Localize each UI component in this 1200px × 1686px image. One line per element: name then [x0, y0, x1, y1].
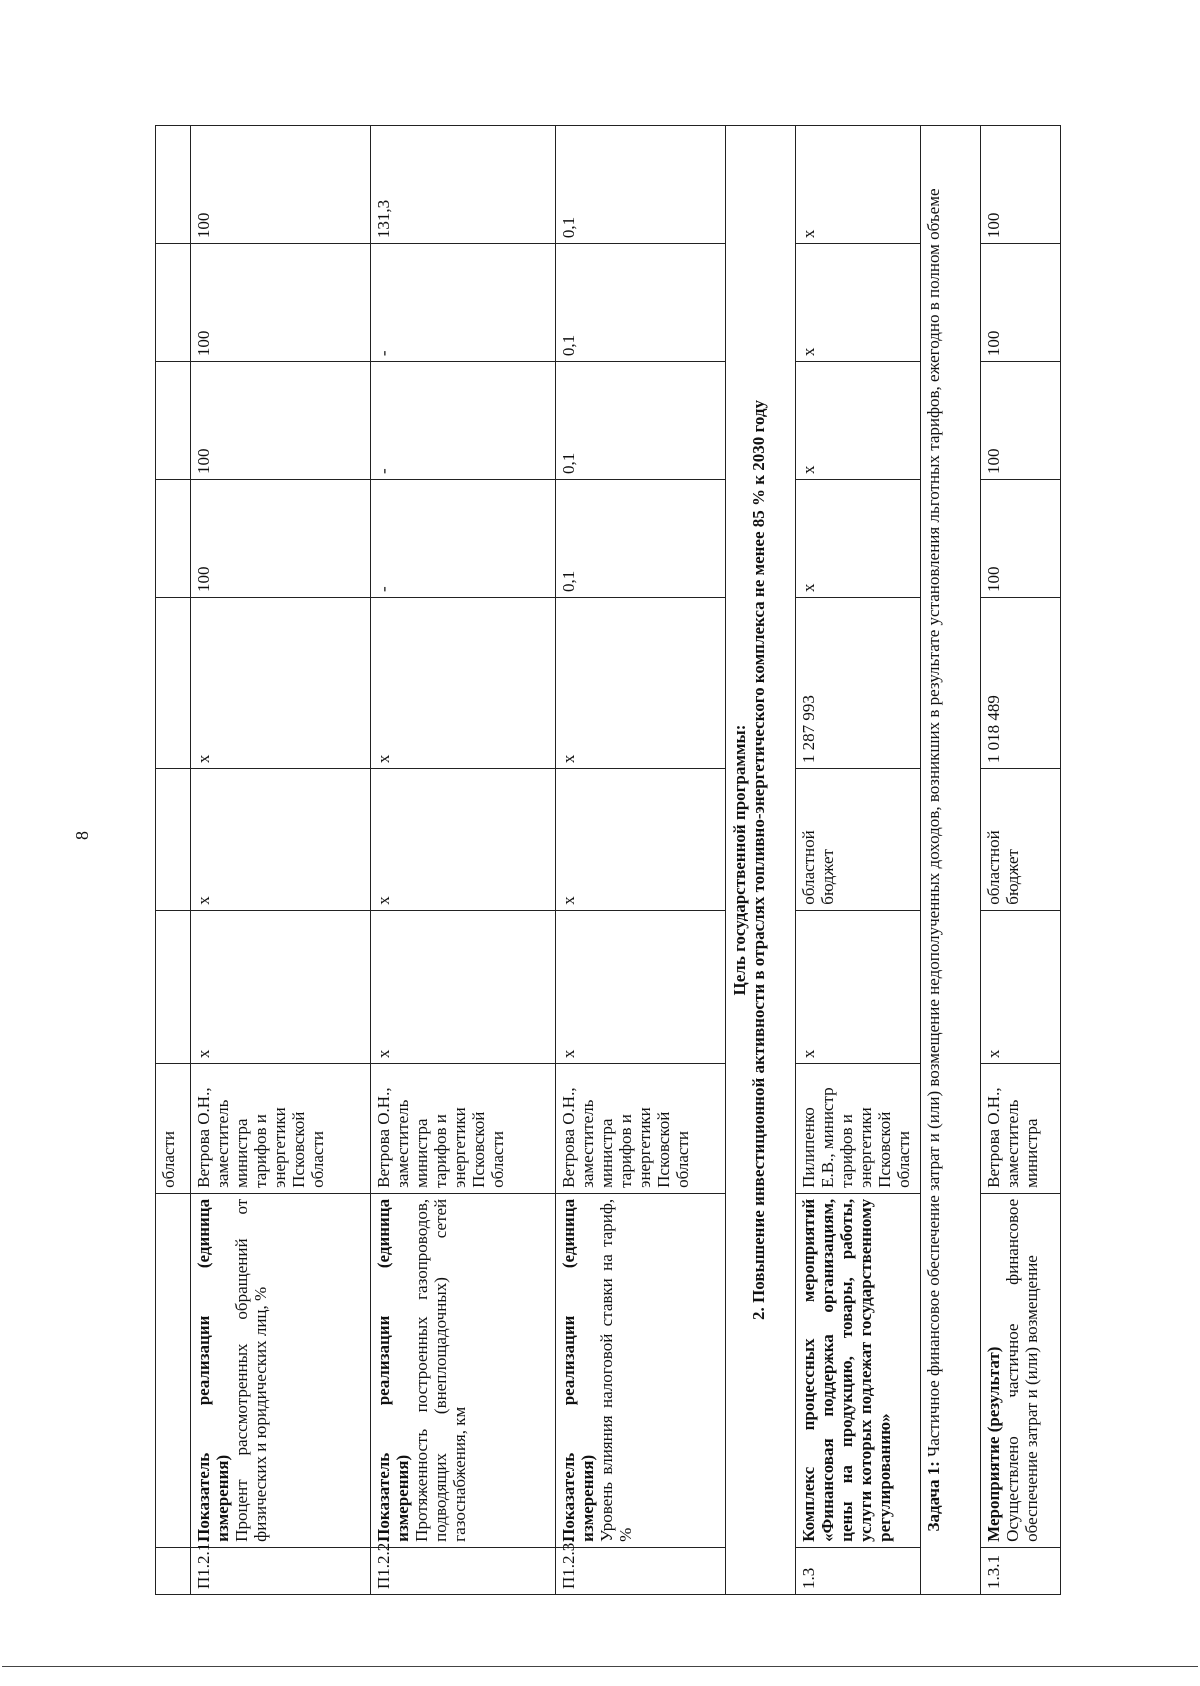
- funding-source-cell: областной бюджет: [981, 769, 1061, 911]
- table-row-header-fragment: [156, 126, 191, 1595]
- year-value-cell: х: [796, 362, 921, 480]
- table-row-measure: [981, 126, 1061, 1595]
- year-value-cell: 0,1: [556, 126, 726, 244]
- cell-empty: [156, 244, 191, 362]
- cell-empty: [156, 769, 191, 911]
- responsible-cell: Ветрова О.Н., заместитель министра тарифов и энергетики Псковской области: [371, 1064, 556, 1194]
- row-code: П1.2.1.: [191, 1547, 371, 1594]
- year-value-cell: 100: [981, 480, 1061, 598]
- goal-cell: [726, 126, 796, 1595]
- year-value-cell: 100: [981, 126, 1061, 244]
- year-value-cell: 0,1: [556, 362, 726, 480]
- program-table: [155, 125, 1061, 1595]
- cell-empty: [156, 126, 191, 244]
- year-value-cell: -: [371, 244, 556, 362]
- table-row-task: [921, 126, 981, 1595]
- cell-empty: [156, 910, 191, 1063]
- goal-heading: Цель государственной программы:: [730, 724, 749, 996]
- row-code: П1.2.3.: [556, 1547, 726, 1594]
- amount-cell: 1 018 489: [981, 598, 1061, 769]
- rotated-table-container: [155, 125, 1085, 1595]
- year-value-cell: -: [371, 480, 556, 598]
- year-value-cell: 0,1: [556, 244, 726, 362]
- indicator-cell: [191, 1193, 371, 1547]
- row-code: П1.2.2.: [371, 1547, 556, 1594]
- table-row-p123: [556, 126, 726, 1595]
- measure-text: Осуществлено частичное финансовое обеспечение затрат и (или) возмещение: [1003, 1198, 1042, 1542]
- year-value-cell: 100: [981, 244, 1061, 362]
- value-cell: х: [981, 910, 1061, 1063]
- responsible-cell: Пилипенко Е.В., министр тарифов и энергетики Псковской области: [796, 1064, 921, 1194]
- funding-source-cell: областной бюджет: [796, 769, 921, 911]
- cell-empty: [156, 1547, 191, 1594]
- cell-empty: [156, 1193, 191, 1547]
- goal-text: 2. Повышение инвестиционной активности в отраслях топливно-энергетического комплекса не менее 85 % к 2030 году: [749, 400, 769, 1320]
- indicator-text: Процент рассмотренных обращений от физических и юридических лиц, %: [232, 1198, 271, 1542]
- indicator-text: Протяженность построенных газопроводов, подводящих (внеплощадочных) сетей газоснабжения, км: [412, 1198, 470, 1542]
- cell-resp-fragment: области: [156, 1064, 191, 1194]
- responsible-cell: Ветрова О.Н., заместитель министра: [981, 1064, 1061, 1194]
- year-value-cell: 100: [191, 126, 371, 244]
- row-code: 1.3.1: [981, 1547, 1061, 1594]
- year-value-cell: 100: [981, 362, 1061, 480]
- value-cell: х: [191, 910, 371, 1063]
- value-cell: х: [371, 769, 556, 911]
- year-value-cell: х: [796, 480, 921, 598]
- task-cell: [921, 126, 981, 1595]
- year-value-cell: х: [796, 244, 921, 362]
- row-code: 1.3: [796, 1547, 921, 1594]
- year-value-cell: 0,1: [556, 480, 726, 598]
- year-value-cell: 100: [191, 362, 371, 480]
- indicator-title: Показатель реализации (единица измерения): [374, 1198, 413, 1542]
- indicator-text: Уровень влияния налоговой ставки на тариф, %: [597, 1198, 636, 1542]
- year-value-cell: -: [371, 362, 556, 480]
- amount-cell: 1 287 993: [796, 598, 921, 769]
- page-number: 8: [72, 831, 92, 840]
- value-cell: х: [371, 598, 556, 769]
- indicator-cell: [371, 1193, 556, 1547]
- table-row-complex: [796, 126, 921, 1595]
- complex-title-cell: Комплекс процессных мероприятий «Финансовая поддержка организациям, цены на продукцию, товары, работы, услуги которых подлежат государственному регулированию»: [796, 1193, 921, 1547]
- value-cell: х: [371, 910, 556, 1063]
- scan-border-line: [2, 1666, 1198, 1667]
- task-text: Частичное финансовое обеспечение затрат и (или) возмещение недополученных доходов, возникших в результате установления льготных тарифов, ежегодно в полном объеме: [924, 188, 943, 1457]
- year-value-cell: 100: [191, 244, 371, 362]
- cell-empty: [156, 480, 191, 598]
- value-cell: х: [556, 598, 726, 769]
- measure-title: Мероприятие (результат): [984, 1346, 1003, 1542]
- value-cell: х: [796, 910, 921, 1063]
- measure-cell: [981, 1193, 1061, 1547]
- task-label: Задача 1:: [924, 1461, 943, 1532]
- value-cell: х: [556, 910, 726, 1063]
- value-cell: х: [191, 769, 371, 911]
- year-value-cell: 131,3: [371, 126, 556, 244]
- value-cell: х: [556, 769, 726, 911]
- responsible-cell: Ветрова О.Н., заместитель министра тарифов и энергетики Псковской области: [191, 1064, 371, 1194]
- table-row-p121: [191, 126, 371, 1595]
- cell-empty: [156, 362, 191, 480]
- table-row-goal: [726, 126, 796, 1595]
- indicator-cell: [556, 1193, 726, 1547]
- year-value-cell: 100: [191, 480, 371, 598]
- indicator-title: Показатель реализации (единица измерения): [194, 1198, 233, 1542]
- value-cell: х: [191, 598, 371, 769]
- year-value-cell: х: [796, 126, 921, 244]
- responsible-cell: Ветрова О.Н., заместитель министра тарифов и энергетики Псковской области: [556, 1064, 726, 1194]
- table-row-p122: [371, 126, 556, 1595]
- cell-empty: [156, 598, 191, 769]
- indicator-title: Показатель реализации (единица измерения): [559, 1198, 598, 1542]
